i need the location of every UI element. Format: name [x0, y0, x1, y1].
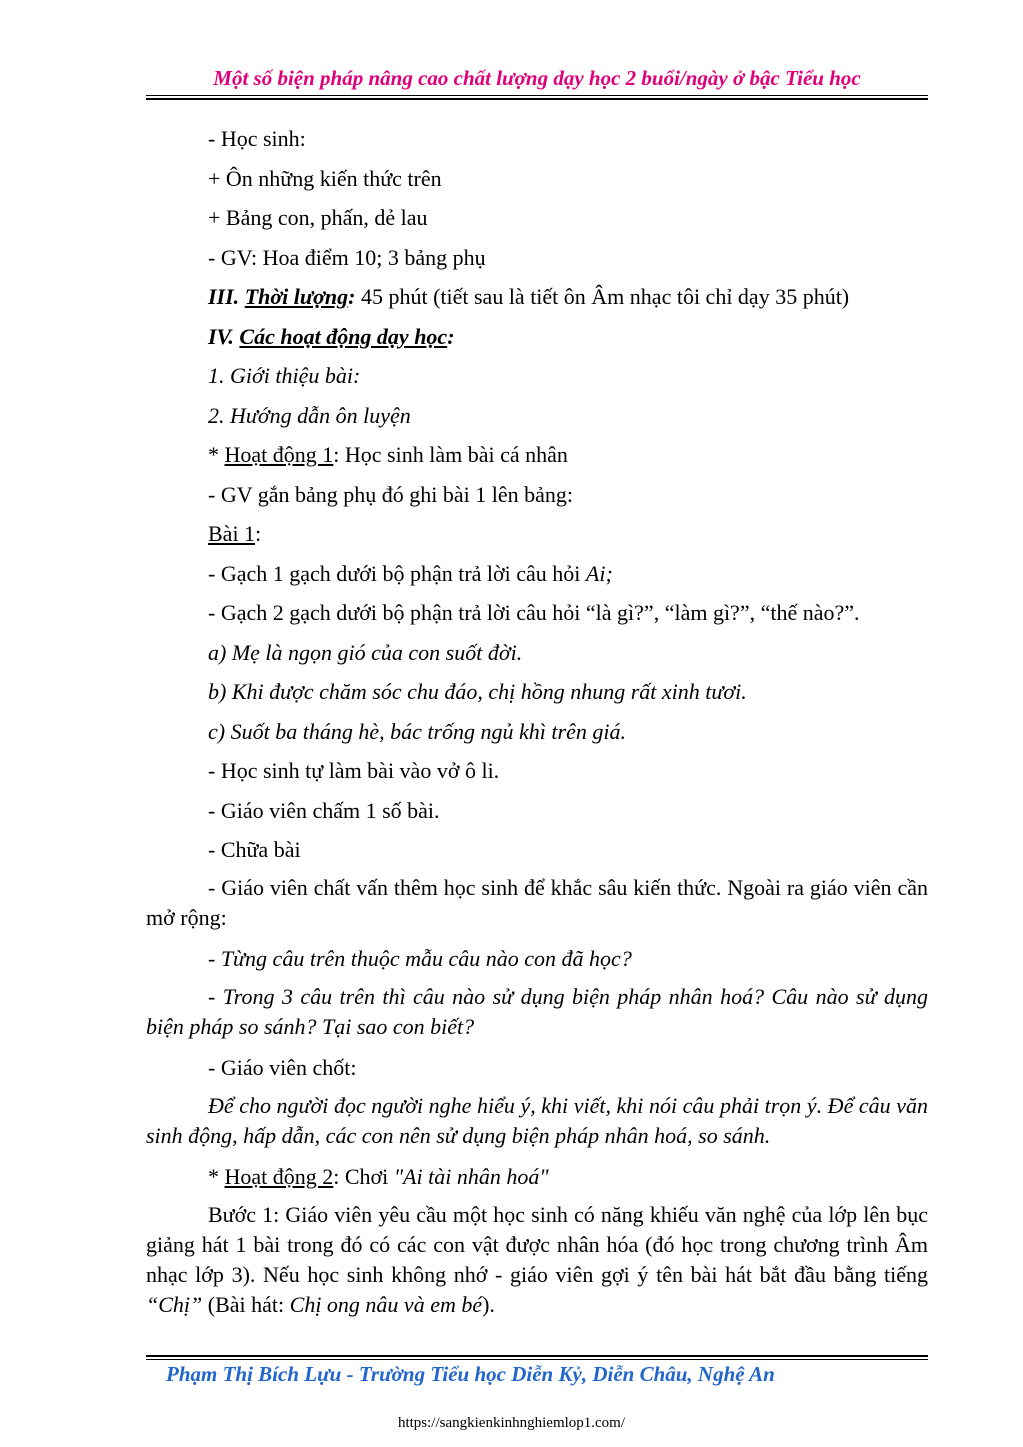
- example-sentence: a) Mẹ là ngọn gió của con suốt đời.: [208, 640, 523, 665]
- text-line: - Học sinh:: [208, 126, 306, 151]
- text-line: - Học sinh tự làm bài vào vở ô li.: [208, 758, 500, 783]
- section-heading: III. Thời lượng: 45 phút (tiết sau là tiết ôn Âm nhạc tôi chỉ dạy 35 phút): [208, 284, 850, 309]
- question-paragraph: - Trong 3 câu trên thì câu nào sử dụng biện pháp nhân hoá? Câu nào sử dụng biện pháp so sánh? Tại sao con biết?: [146, 984, 928, 1039]
- text-line: + Ôn những kiến thức trên: [208, 166, 442, 191]
- section-label: Thời lượng: [244, 284, 349, 309]
- section-number: III.: [208, 284, 240, 309]
- footer-author: Phạm Thị Bích Lựu - Trường Tiểu học Diễn Kỷ, Diễn Châu, Nghệ An: [166, 1362, 775, 1386]
- exercise-label: Bài 1: [208, 521, 256, 546]
- section-text: 45 phút (tiết sau là tiết ôn Âm nhạc tôi chỉ dạy 35 phút): [355, 284, 850, 309]
- text-line: + Bảng con, phấn, dẻ lau: [208, 205, 428, 230]
- activity-heading: * Hoạt động 2: Chơi "Ai tài nhân hoá": [208, 1164, 549, 1189]
- text-line: - GV gắn bảng phụ đó ghi bài 1 lên bảng:: [208, 482, 573, 507]
- text-line: - Chữa bài: [208, 837, 301, 862]
- exercise-heading: Bài 1:: [208, 521, 262, 546]
- activity-heading: * Hoạt động 1: Học sinh làm bài cá nhân: [208, 442, 568, 467]
- text-line: - Gạch 1 gạch dưới bộ phận trả lời câu hỏi Ai;: [208, 561, 613, 586]
- activity-label: Hoạt động 2: [224, 1164, 334, 1189]
- question-line: - Từng câu trên thuộc mẫu câu nào con đã học?: [208, 946, 632, 971]
- section-number: IV.: [208, 324, 234, 349]
- example-sentence: c) Suốt ba tháng hè, bác trống ngủ khì trên giá.: [208, 719, 626, 744]
- page-header-title: Một số biện pháp nâng cao chất lượng dạy học 2 buổi/ngày ở bậc Tiểu học: [213, 66, 861, 90]
- section-label: Các hoạt động dạy học: [239, 324, 448, 349]
- text-line: - Gạch 2 gạch dưới bộ phận trả lời câu hỏi “là gì?”, “làm gì?”, “thế nào?”.: [208, 600, 860, 625]
- text-line: - Giáo viên chấm 1 số bài.: [208, 798, 440, 823]
- paragraph: - Giáo viên chất vấn thêm học sinh để khắc sâu kiến thức. Ngoài ra giáo viên cần mở rộng:: [146, 875, 928, 930]
- text-line: 1. Giới thiệu bài:: [208, 363, 361, 388]
- header-rule: [146, 95, 928, 100]
- activity-label: Hoạt động 1: [224, 442, 334, 467]
- conclusion-paragraph: Để cho người đọc người nghe hiểu ý, khi viết, khi nói câu phải trọn ý. Để câu văn sinh động, hấp dẫn, các con nên sử dụng biện pháp nhân hoá, so sánh.: [146, 1093, 928, 1148]
- text-line: 2. Hướng dẫn ôn luyện: [208, 403, 411, 428]
- section-heading: IV. Các hoạt động dạy học:: [208, 324, 455, 349]
- paragraph: Bước 1: Giáo viên yêu cầu một học sinh có năng khiếu văn nghệ của lớp lên bục giảng hát 1 bài trong đó có các con vật được nhân hóa (đó học trong chương trình Âm nhạc lớp 3). Nếu học sinh không nhớ - giáo viên gợi ý tên bài hát bắt đầu bằng tiếng “Chị” (Bài hát: Chị ong nâu và em bé).: [146, 1202, 928, 1317]
- text-line: - Giáo viên chốt:: [208, 1055, 357, 1080]
- footer-rule: [146, 1355, 928, 1360]
- text-line: - GV: Hoa điểm 10; 3 bảng phụ: [208, 245, 486, 270]
- footer-url-link[interactable]: https://sangkienkinhnghiemlop1.com/: [397, 1415, 626, 1431]
- example-sentence: b) Khi được chăm sóc chu đáo, chị hồng nhung rất xinh tươi.: [208, 679, 747, 704]
